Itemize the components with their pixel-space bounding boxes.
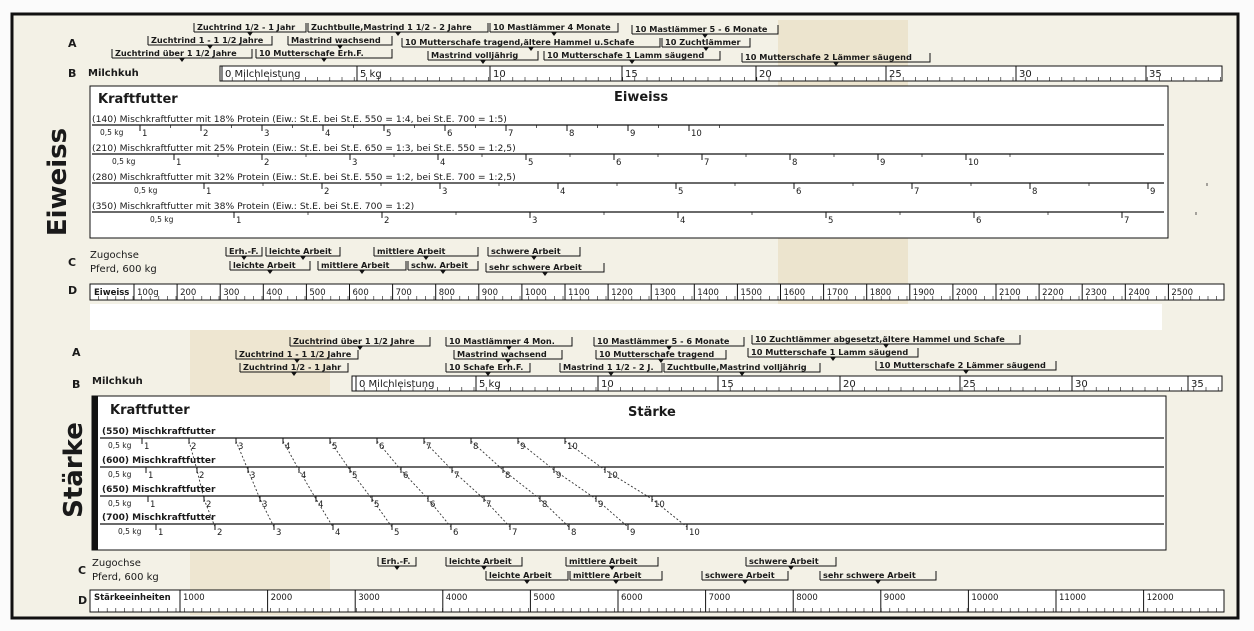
feed-mark-label: 7 xyxy=(454,471,460,481)
feed-mark-label: 10 xyxy=(607,471,618,481)
protein-tick-label: 1000 xyxy=(524,288,547,298)
protein-tick-label: 200 xyxy=(180,288,197,298)
tag-text: leichte Arbeit xyxy=(449,556,512,566)
milk-tick-label: 35 xyxy=(1191,379,1204,390)
feed-mark-label: 4 xyxy=(325,129,331,139)
feed-mark-label: 1 xyxy=(158,528,164,538)
protein-tick-label: 1500 xyxy=(740,288,763,298)
feed-mark-label: 8 xyxy=(571,528,577,538)
feed-unit: 0,5 kg xyxy=(108,441,132,450)
milk-tick-label: 10 xyxy=(493,69,506,80)
feed-mark-label: 1 xyxy=(144,442,150,452)
protein-tick-label: 2200 xyxy=(1042,288,1064,298)
feed-mark-label: 7 xyxy=(512,528,518,538)
feed-unit: 0,5 kg xyxy=(100,128,124,137)
protein-tick-label: 800 xyxy=(438,288,455,298)
feed-mark-label: 3 xyxy=(238,442,244,452)
starch-tick-label: 11000 xyxy=(1059,593,1087,603)
tag-text: leichte Arbeit xyxy=(489,570,552,580)
feed-mark-label: 8 xyxy=(505,471,511,481)
tag-text: schwere Arbeit xyxy=(705,570,775,580)
tag-text: Mastrind volljährig xyxy=(431,50,519,60)
feed-mark-label: 1 xyxy=(176,158,182,168)
milk-scale-top xyxy=(220,66,1222,81)
tag-text: mittlere Arbeit xyxy=(321,260,390,270)
feed-mark-label: 2 xyxy=(199,471,205,481)
feed-mark-label: 7 xyxy=(508,129,514,139)
feed-mark-label: 6 xyxy=(976,216,982,226)
feed-mark-label: 2 xyxy=(203,129,209,139)
feed-mark-label: 9 xyxy=(880,158,886,168)
row-letter-c2: C xyxy=(78,564,87,577)
feed-mark-label: 8 xyxy=(542,500,548,510)
feed-mark-label: 1 xyxy=(236,216,242,226)
protein-tick-label: 1400 xyxy=(697,288,719,298)
feed-label: (650) Mischkraftfutter xyxy=(102,485,216,495)
tag-text: Mastrind 1 1/2 - 2 J. xyxy=(563,362,654,372)
feed-unit: 0,5 kg xyxy=(118,527,142,536)
feed-mark-label: 10 xyxy=(654,500,665,510)
milk-scale-bottom xyxy=(352,376,1222,391)
tag-text: 10 Zuchtlämmer xyxy=(665,37,741,47)
feed-mark-label: 9 xyxy=(630,528,636,538)
tag-text: 10 Mutterschafe Erh.F. xyxy=(259,48,364,58)
feed-mark-label: 6 xyxy=(447,129,453,139)
feed-panel-top xyxy=(90,86,1168,238)
protein-tick-label: 2100 xyxy=(999,288,1021,298)
protein-tick-label: 2500 xyxy=(1171,288,1194,298)
feed-mark-label: 2 xyxy=(206,500,212,510)
feed-mark-label: 5 xyxy=(828,216,834,226)
side-title-staerke: Stärke xyxy=(59,422,89,518)
feed-mark-label: 5 xyxy=(332,442,338,452)
feed-mark-label: 8 xyxy=(569,129,575,139)
protein-tick-label: 700 xyxy=(395,288,412,298)
starch-tick-label: 8000 xyxy=(796,593,818,603)
protein-tick-label: 1300 xyxy=(654,288,676,298)
feed-mark-label: 10 xyxy=(691,129,702,139)
protein-tick-label: 2400 xyxy=(1128,288,1150,298)
feed-mark-label: 3 xyxy=(276,528,282,538)
feed-mark-label: 10 xyxy=(567,442,578,452)
feed-mark-label: 6 xyxy=(403,471,409,481)
row-letter-b2: B xyxy=(72,378,81,391)
tag-text: leichte Arbeit xyxy=(269,246,332,256)
feed-mark-label: 5 xyxy=(394,528,400,538)
tag-text: schwere Arbeit xyxy=(749,556,819,566)
protein-tick-label: 1100 xyxy=(568,288,590,298)
starch-tick-label: 2000 xyxy=(270,593,293,603)
tag-text: Erh.-F. xyxy=(229,246,259,256)
ruler-body xyxy=(90,590,1224,612)
panel-heading-bottom: Stärke xyxy=(628,405,676,420)
tag-text: mittlere Arbeit xyxy=(569,556,638,566)
feed-mark-label: 2 xyxy=(384,216,390,226)
feed-label: (280) Mischkraftfutter mit 32% Protein (Eiw.: St.E. bei St.E. 550 = 1:2, bei St.E. 700 = 1:2,5) xyxy=(92,172,516,183)
milk-tick-label: 15 xyxy=(625,69,638,80)
feed-mark-label: 6 xyxy=(796,187,802,197)
tag-text: mittlere Arbeit xyxy=(573,570,642,580)
starch-scale xyxy=(90,590,1224,612)
feed-mark-label: 3 xyxy=(532,216,538,226)
row-letter-a2: A xyxy=(72,346,81,359)
protein-tick-label: 100g xyxy=(137,288,159,298)
feed-mark-label: 3 xyxy=(262,500,268,510)
feed-unit: 0,5 kg xyxy=(134,186,158,195)
feed-mark-label: 10 xyxy=(968,158,979,168)
tag-text: 10 Mastlämmer 5 - 6 Monate xyxy=(597,336,730,346)
panel-edge xyxy=(92,396,98,550)
feed-mark-label: 5 xyxy=(678,187,684,197)
milchkuh-label: Milchkuh xyxy=(88,68,139,79)
feed-mark-label: 4 xyxy=(680,216,686,226)
tag-text: Zuchtrind 1/2 - 1 Jahr xyxy=(243,362,342,372)
feed-mark-label: 3 xyxy=(264,129,270,139)
tag-text: 10 Mastlämmer 5 - 6 Monate xyxy=(635,24,768,34)
feed-mark-label: 2 xyxy=(264,158,270,168)
tag-text: Zuchtrind über 1 1/2 Jahre xyxy=(293,336,415,346)
feed-mark-label: 5 xyxy=(528,158,534,168)
tag-text: 10 Mastlämmer 4 Monate xyxy=(493,22,611,32)
feed-mark-label: 7 xyxy=(704,158,710,168)
starch-tick-label: 5000 xyxy=(533,593,556,603)
protein-tick-label: 1700 xyxy=(826,288,849,298)
c-label-ox2: Zugochse xyxy=(92,558,141,569)
feed-mark-label: 4 xyxy=(335,528,341,538)
starch-tick-label: 10000 xyxy=(971,593,999,603)
feed-label: (140) Mischkraftfutter mit 18% Protein (Eiw.: St.E. bei St.E. 550 = 1:4, bei St.E. 700 = 1:5) xyxy=(92,114,507,125)
milk-tick-label: 30 xyxy=(1075,379,1088,390)
protein-tick-label: 600 xyxy=(352,288,369,298)
starch-tick-label: 4000 xyxy=(445,593,468,603)
feed-mark-label: 3 xyxy=(442,187,448,197)
feed-mark-label: 7 xyxy=(426,442,432,452)
tag-text: 10 Mutterschafe 2 Lämmer säugend xyxy=(745,52,912,62)
milk-tick-label: 35 xyxy=(1149,69,1162,80)
panel-heading-top: Eiweiss xyxy=(614,90,669,105)
feed-mark-label: 9 xyxy=(630,129,636,139)
side-title-eiweiss: Eiweiss xyxy=(43,127,73,237)
scale-title: Eiweiss xyxy=(94,288,130,298)
scale-title: Stärkeeinheiten xyxy=(94,593,171,603)
tag-text: 10 Mutterschafe 2 Lämmer säugend xyxy=(879,360,1046,370)
tag-text: 10 Schafe Erh.F. xyxy=(449,362,524,372)
protein-tick-label: 1800 xyxy=(869,288,892,298)
tag-text: sehr schwere Arbeit xyxy=(489,262,582,272)
feed-mark-label: 10 xyxy=(689,528,700,538)
feed-mark-label: 6 xyxy=(453,528,459,538)
feed-mark-label: 5 xyxy=(374,500,380,510)
feed-mark-label: 1 xyxy=(142,129,148,139)
tag-text: 10 Mutterschafe tragend,ältere Hammel u.Schafe xyxy=(405,37,635,47)
row-letter-d2: D xyxy=(78,594,88,607)
feed-mark-label: 9 xyxy=(520,442,526,452)
feed-mark-label: 4 xyxy=(440,158,446,168)
tag-text: Erh.-F. xyxy=(381,556,411,566)
protein-tick-label: 2000 xyxy=(955,288,978,298)
protein-tick-label: 500 xyxy=(309,288,326,298)
feed-label: (700) Mischkraftfutter xyxy=(102,513,216,523)
panel-title-bottom: Kraftfutter xyxy=(110,403,190,418)
feed-mark-label: 2 xyxy=(191,442,197,452)
feed-unit: 0,5 kg xyxy=(108,470,132,479)
feed-label: (550) Mischkraftfutter xyxy=(102,427,216,437)
milk-tick-label: 10 xyxy=(601,379,614,390)
tag-text: mittlere Arbeit xyxy=(377,246,446,256)
tag-text: leichte Arbeit xyxy=(233,260,296,270)
starch-tick-label: 1000 xyxy=(183,593,205,603)
feed-mark-label: 1 xyxy=(206,187,212,197)
feed-mark-label: 7 xyxy=(914,187,920,197)
feed-mark-label: 9 xyxy=(556,471,562,481)
feed-label: (600) Mischkraftfutter xyxy=(102,456,216,466)
protein-tick-label: 400 xyxy=(266,288,283,298)
protein-tick-label: 1200 xyxy=(611,288,633,298)
feed-mark-label: 4 xyxy=(318,500,324,510)
feed-mark-label: 7 xyxy=(486,500,492,510)
row-letter-d: D xyxy=(68,284,78,297)
row-letter-a: A xyxy=(68,37,77,50)
tag-text: Zuchtbulle,Mastrind volljährig xyxy=(667,362,807,372)
feed-mark-label: 6 xyxy=(430,500,436,510)
milk-tick-label: 25 xyxy=(889,69,902,80)
feed-mark-label: 9 xyxy=(598,500,604,510)
feed-mark-label: 4 xyxy=(301,471,307,481)
feed-mark-label: 5 xyxy=(352,471,358,481)
milk-tick-label: 25 xyxy=(963,379,976,390)
row-letter-b: B xyxy=(68,67,77,80)
feed-mark-label: 1 xyxy=(150,500,156,510)
protein-tick-label: 1900 xyxy=(912,288,935,298)
milk-tick-label: 30 xyxy=(1019,69,1032,80)
feed-mark-label: 6 xyxy=(379,442,385,452)
protein-tick-label: 300 xyxy=(223,288,240,298)
feed-mark-label: 6 xyxy=(616,158,622,168)
tag-text: 10 Zuchtlämmer abgesetzt,ältere Hammel und Schafe xyxy=(755,334,1005,344)
feed-mark-label: 3 xyxy=(352,158,358,168)
panel-title-top: Kraftfutter xyxy=(98,92,178,107)
protein-tick-label: 1600 xyxy=(783,288,806,298)
tag-text: Zuchtbulle,Mastrind 1 1/2 - 2 Jahre xyxy=(311,22,472,32)
tag-text: 10 Mutterschafe 1 Lamm säugend xyxy=(751,347,909,357)
tag-text: Mastrind wachsend xyxy=(457,349,547,359)
c-label-ox: Zugochse xyxy=(90,250,139,261)
tag-text: Zuchtrind über 1 1/2 Jahre xyxy=(115,48,237,58)
tag-text: schw. Arbeit xyxy=(411,260,469,270)
feed-mark-label: 9 xyxy=(1150,187,1156,197)
tag-text: 10 Mutterschafe tragend xyxy=(599,349,715,359)
starch-tick-label: 3000 xyxy=(358,593,380,603)
feed-mark-label: 8 xyxy=(1032,187,1038,197)
protein-tick-label: 900 xyxy=(481,288,499,298)
starch-tick-label: 9000 xyxy=(883,593,906,603)
tag-text: Zuchtrind 1 - 1 1/2 Jahre xyxy=(151,35,264,45)
feed-label: (350) Mischkraftfutter mit 38% Protein (Eiw.: St.E. bei St.E. 700 = 1:2) xyxy=(92,201,415,212)
slider-strip xyxy=(90,304,1162,330)
milchkuh-label2: Milchkuh xyxy=(92,376,143,387)
tag-text: sehr schwere Arbeit xyxy=(823,570,916,580)
feed-unit: 0,5 kg xyxy=(150,215,174,224)
feed-mark-label: 8 xyxy=(473,442,479,452)
milk-tick-label: 0 Milchleistung xyxy=(359,379,435,390)
milk-tick-label: 0 Milchleistung xyxy=(225,69,301,80)
milk-tick-label: 20 xyxy=(843,379,856,390)
protein-scale xyxy=(90,284,1224,300)
feed-mark-label: 4 xyxy=(560,187,566,197)
feed-mark-label: 4 xyxy=(285,442,291,452)
tag-text: Mastrind wachsend xyxy=(291,35,381,45)
feed-unit: 0,5 kg xyxy=(108,499,132,508)
row-letter-c: C xyxy=(68,256,77,269)
milk-tick-label: 5 kg xyxy=(360,69,382,80)
milk-tick-label: 15 xyxy=(721,379,734,390)
tag-text: schwere Arbeit xyxy=(491,246,561,256)
feed-mark-label: 7 xyxy=(1124,216,1130,226)
tag-text: Zuchtrind 1 - 1 1/2 Jahre xyxy=(239,349,352,359)
c-label-horse: Pferd, 600 kg xyxy=(90,264,157,275)
feed-mark-label: 8 xyxy=(792,158,798,168)
feed-mark-label: 2 xyxy=(217,528,223,538)
feed-label: (210) Mischkraftfutter mit 25% Protein (Eiw.: St.E. bei St.E. 650 = 1:3, bei St.E. 550 = 1:2,5) xyxy=(92,143,516,154)
tag-text: 10 Mastlämmer 4 Mon. xyxy=(449,336,555,346)
tag-text: 10 Mutterschafe 1 Lamm säugend xyxy=(547,50,705,60)
starch-tick-label: 6000 xyxy=(621,593,643,603)
protein-tick-label: 2300 xyxy=(1085,288,1107,298)
tag-text: Zuchtrind 1/2 - 1 Jahr xyxy=(197,22,296,32)
milk-tick-label: 20 xyxy=(759,69,772,80)
starch-tick-label: 7000 xyxy=(708,593,731,603)
milk-tick-label: 5 kg xyxy=(479,379,501,390)
feed-mark-label: 5 xyxy=(386,129,392,139)
feed-mark-label: 3 xyxy=(250,471,256,481)
feed-mark-label: 1 xyxy=(148,471,154,481)
feed-mark-label: 2 xyxy=(324,187,330,197)
starch-tick-label: 12000 xyxy=(1146,593,1174,603)
feed-unit: 0,5 kg xyxy=(112,157,136,166)
c-label-horse2: Pferd, 600 kg xyxy=(92,572,159,583)
